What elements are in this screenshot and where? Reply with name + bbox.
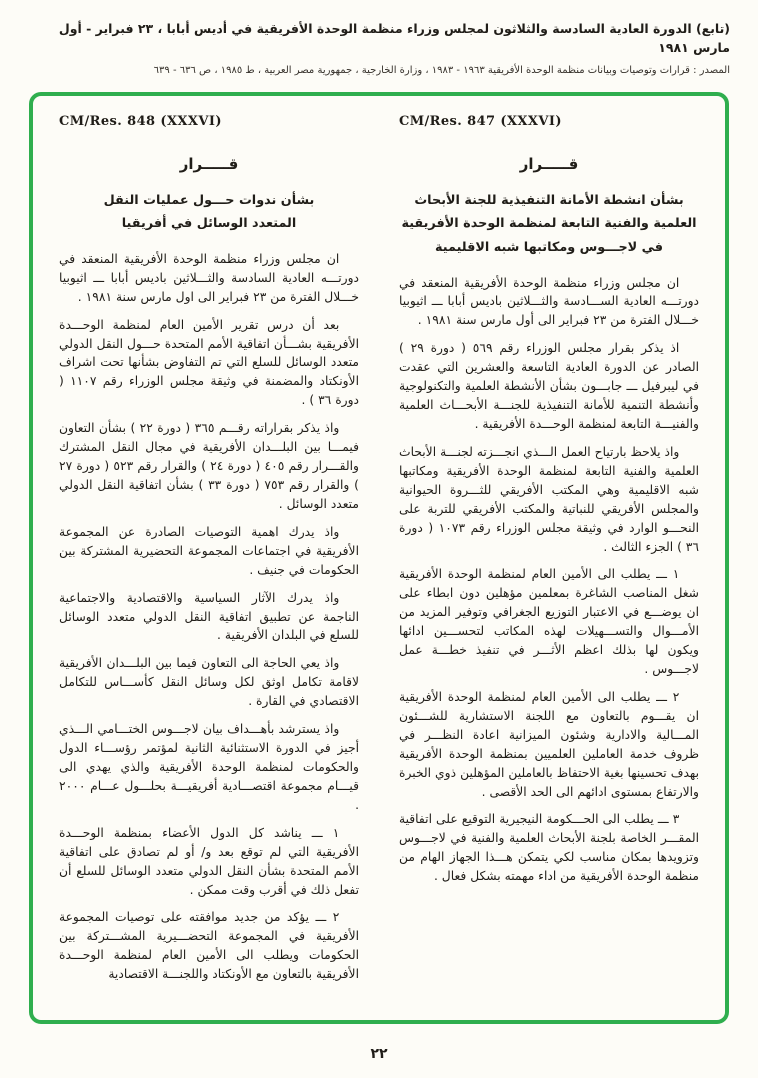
paragraph: واذ يعي الحاجة الى التعاون فيما بين البلـــدان الأفريقية لاقامة تكامل اوثق لكل وسائل النقل كأســـاس للتكامل الاقتصادي في القارة .: [59, 656, 359, 709]
paragraph: واذ يلاحظ بارتياح العمل الـــذي انجـــزته لجنـــة الأبحاث العلمية والفنية التابعة لمنظمة الوحدة الأفريقية ومكاتبها شبه الاقليمية وهي المكتب الأفريقي للثـــروة الحيوانية والمجلس الأفريقي للنباتية والمكتب الأفريقي للتربة على النحـــو الوارد في وثيقة مجلس الوزراء رقم ١٠٧٣ ( دورة ٣٦ ) الجزء الثالث .: [399, 444, 699, 554]
subject-line: بشأن ندوات حـــول عمليات النقل: [103, 192, 315, 208]
resolution-847: [399, 114, 699, 1012]
doc-ref-848: CM/Res. 848 (XXXVI): [59, 113, 222, 129]
content-frame: [29, 92, 729, 1024]
paragraph: ١ ـــ يطلب الى الأمين العام لمنظمة الوحدة الأفريقية شغل المناصب الشاغرة بمعلمين مؤهلين دون ابطاء على ان يوضـــع في الاعتبار التوزيع الجغرافي وتوفير المزيد من الأمـــوال والتســـهيلات لهذه المكاتب لتحســـين ادائها ويكون لها بذلك اعظم الأثـــر في تنفيذ خطـــة عمل لاجـــوس .: [399, 567, 699, 677]
subject-line: المتعدد الوسائل في أفريقيا: [121, 216, 297, 232]
paragraph: اذ يذكر بقرار مجلس الوزراء رقم ٥٦٩ ( دورة ٢٩ ) الصادر عن الدورة العادية التاسعة والعشرين التي عقدت في ليبرفيل ـــ جابـــون بشأن الأنشطة العلمية والتكنولوجية وأنشطة التنمية للأمانة التنفيذية للجنـــة الأبحـــاث العلمية والفنيـــة التابعة لمنظمة الوحـــدة الأفريقية .: [399, 341, 699, 431]
paragraph: واذ يدرك الآثار السياسية والاقتصادية والاجتماعية الناجمة عن تطبيق اتفاقية النقل الدولي متعدد الوسائل للسلع في البلدان الأفريقية .: [59, 590, 359, 643]
two-column-layout: [59, 114, 699, 1012]
resolution-847-subject: [399, 189, 699, 260]
page-header: [16, 20, 742, 76]
subject-line: بشأن انشطة الأمانة التنفيذية للجنة الأبحاث: [414, 192, 684, 208]
paragraph: ٢ ـــ يطلب الى الأمين العام لمنظمة الوحدة الأفريقية ان يقـــوم بالتعاون مع اللجنة الاستشارية للشـــئون المـــالية والادارية وشئون الميزانية اعادة النظـــر في ظروف خدمة العاملين العلميين بمنظمة الوحدة الأفريقية بهدف تحسينها بغية الاحتفاظ بالعاملين المؤهلين ذوي الخبرة والارتفاع بمستوى ادائهم الى الحد الأقصى .: [399, 689, 699, 799]
paragraph: واذ يدرك اهمية التوصيات الصادرة عن المجموعة الأفريقية في اجتماعات المجموعة التحضيرية المشتركة بين الحكومات في جنيف .: [59, 524, 359, 577]
page-number: ٢٢: [370, 1046, 388, 1062]
subject-line: في لاجـــوس ومكاتبها شبه الاقليمية: [435, 239, 663, 255]
page-footer: [0, 1046, 758, 1062]
paragraph: واذ يذكر بقراراته رقـــم ٣٦٥ ( دورة ٢٢ ) بشأن التعاون فيمـــا بين البلـــدان الأفريقية في مجال النقل المشترك والقـــرار رقم ٤٠٥ ( دورة ٢٤ ) والقرار رقم ٥٢٣ ( دورة ٢٧ ) والقرار رقم ٧٥٣ ( دورة ٣٣ ) بشأن اتفاقية النقل الدولي متعدد الوسائل .: [59, 421, 359, 511]
paragraph: واذ يسترشد بأهـــداف بيان لاجـــوس الختـــامي الـــذي أجيز في الدورة الاستثنائية الثانية لمؤتمر رؤســـاء الدول والحكومات لمنظمة الوحدة الأفريقية والذي يهدي الى قيـــام مجموعة اقتصـــادية أفريقيـــة بحلـــول عـــام ٢٠٠٠ .: [59, 722, 359, 812]
resolution-848-title: قـــــرار: [179, 154, 239, 173]
paragraph: ان مجلس وزراء منظمة الوحدة الأفريقية المنعقد في دورتـــه العادية السادسة والثـــلاثين باديس أبابا ـــ اثيوبيا خـــلال الفترة من ٢٣ فبراير الى اول مارس سنة ١٩٨١ .: [59, 251, 359, 304]
paragraph: ٢ ـــ يؤكد من جديد موافقته على توصيات المجموعة الأفريقية في المجموعة التحضـــيرية المشـــتركة بين الحكومات ويطلب الى الأمين العام لمنظمة الوحـــدة الأفريقية بالتعاون مع الأونكتاد واللجنـــة الاقتصادية: [59, 910, 359, 982]
resolution-848: [59, 114, 359, 1012]
doc-ref-847: CM/Res. 847 (XXXVI): [399, 113, 562, 129]
session-title: (تابع) الدورة العادية السادسة والثلاثون لمجلس وزراء منظمة الوحدة الأفريقية في أديس أبابا ، ٢٣ فبراير - أول مارس ١٩٨١: [58, 21, 730, 55]
paragraph: ١ ـــ يناشد كل الدول الأعضاء بمنظمة الوحـــدة الأفريقية التي لم توقع بعد و/ أو لم تصادق على اتفاقية الأمم المتحدة بشأن النقل الدولي متعدد الوسائل للسلع أن تفعل ذلك في أقرب وقت ممكن .: [59, 825, 359, 897]
resolution-847-title: قـــــرار: [519, 154, 579, 173]
source-line: المصدر : قرارات وتوصيات وبيانات منظمة الوحدة الأفريقية ١٩٦٣ - ١٩٨٣ ، وزارة الخارجية ، جمهورية مصر العربية ، ط ١٩٨٥ ، ص ٦٣٦ - ٦٣٩: [153, 64, 730, 76]
subject-line: العلمية والفنية التابعة لمنظمة الوحدة الأفريقية: [401, 216, 697, 232]
resolution-848-subject: [59, 189, 359, 236]
paragraph: بعد أن درس تقرير الأمين العام لمنظمة الوحـــدة الأفريقية بشـــأن اتفاقية الأمم المتحدة حـــول النقل الدولي متعدد الوسائل للسلع التي تم التفاوض بشأنها تحت اشراف الأونكتاد والمضمنة في وثيقة مجلس الوزراء رقم ١١٠٧ ( دورة ٣٦ ) .: [59, 317, 359, 408]
paragraph: ان مجلس وزراء منظمة الوحدة الأفريقية المنعقد في دورتـــه العادية الســـادسة والثـــلاثين باديس أبابا ـــ اثيوبيا خـــلال الفترة من ٢٣ فبراير الى أول مارس سنة ١٩٨١ .: [399, 275, 699, 328]
paragraph: ٣ ـــ يطلب الى الحـــكومة النيجيرية التوقيع على اتفاقية المقـــر الخاصة بلجنة الأبحاث العلمية والفنية في لاجـــوس وتزويدها بمكان مناسب لكي يتمكن هـــذا الجهاز الهام من منظمة الوحدة الأفريقية من اداء مهمته بشكل فعال .: [399, 812, 699, 884]
